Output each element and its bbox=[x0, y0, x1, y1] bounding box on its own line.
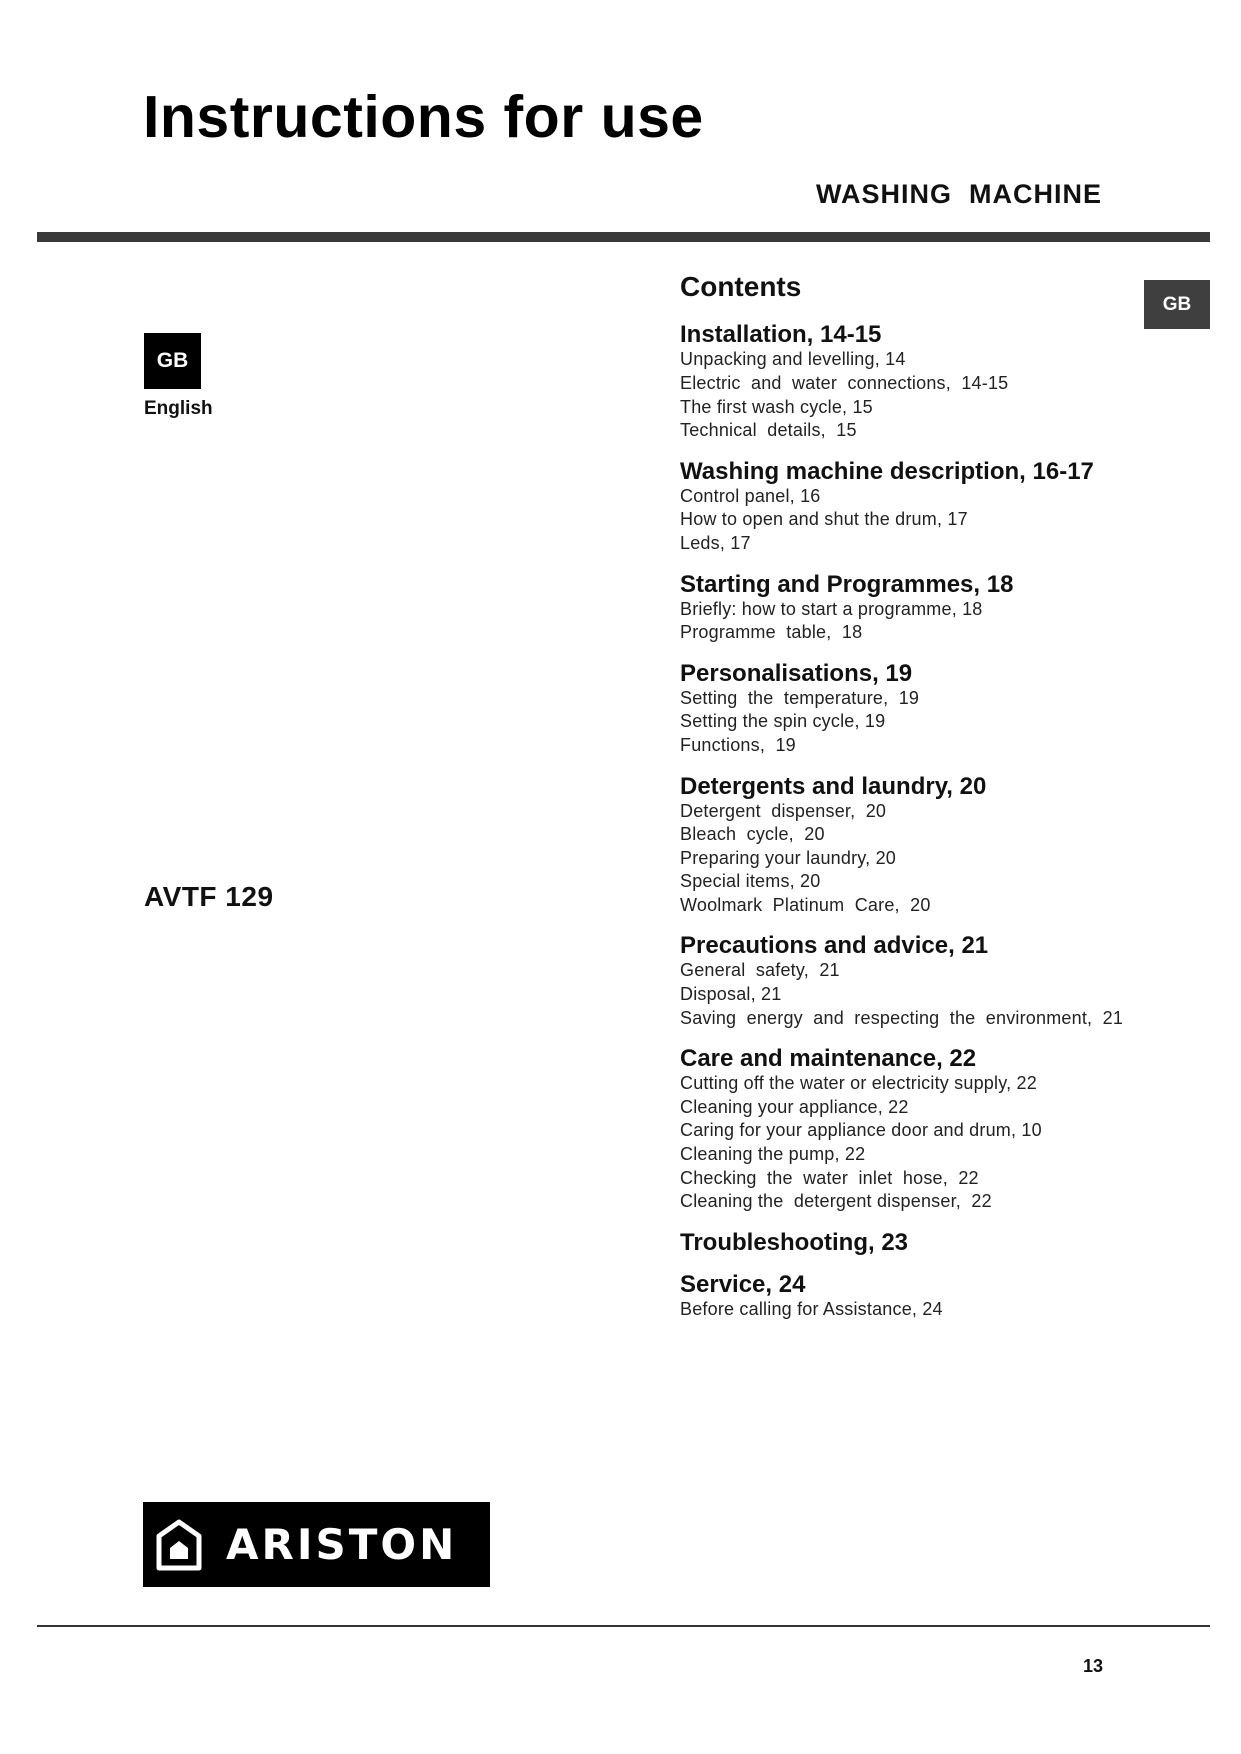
toc-section-title[interactable]: Starting and Programmes, 18 bbox=[680, 570, 1014, 598]
toc-section-title[interactable]: Washing machine description, 16-17 bbox=[680, 457, 1094, 485]
ariston-logo bbox=[143, 1502, 490, 1587]
toc-item[interactable]: Preparing your laundry, 20 bbox=[680, 847, 896, 868]
toc-item[interactable]: Technical details, 15 bbox=[680, 420, 857, 441]
toc-item[interactable]: Before calling for Assistance, 24 bbox=[680, 1298, 943, 1319]
toc-item[interactable]: The first wash cycle, 15 bbox=[680, 396, 873, 417]
toc-item[interactable]: Checking the water inlet hose, 22 bbox=[680, 1167, 979, 1188]
toc-section-title[interactable]: Personalisations, 19 bbox=[680, 659, 913, 687]
page-title: Instructions for use bbox=[143, 84, 704, 150]
toc-item[interactable]: Functions, 19 bbox=[680, 734, 796, 755]
toc-item[interactable]: Briefly: how to start a programme, 18 bbox=[680, 598, 983, 619]
toc-item[interactable]: Cleaning the detergent dispenser, 22 bbox=[680, 1191, 992, 1212]
page-number: 13 bbox=[1083, 1656, 1104, 1676]
toc-section-title[interactable]: Service, 24 bbox=[680, 1270, 806, 1298]
brand-name: ARISTON bbox=[226, 1520, 458, 1569]
toc-item[interactable]: Cutting off the water or electricity supply, 22 bbox=[680, 1073, 1037, 1094]
toc-section bbox=[680, 321, 1200, 442]
toc-item[interactable]: Detergent dispenser, 20 bbox=[680, 800, 887, 821]
toc-item[interactable]: Saving energy and respecting the environment, 21 bbox=[680, 1007, 1124, 1028]
model-number: AVTF 129 bbox=[144, 881, 274, 912]
toc-section-title[interactable]: Detergents and laundry, 20 bbox=[680, 772, 987, 800]
toc-item[interactable]: Woolmark Platinum Care, 20 bbox=[680, 894, 931, 915]
toc-item[interactable]: Cleaning your appliance, 22 bbox=[680, 1096, 909, 1117]
toc-item[interactable]: Bleach cycle, 20 bbox=[680, 824, 825, 845]
toc-section bbox=[680, 660, 1200, 758]
toc-item[interactable]: Electric and water connections, 14-15 bbox=[680, 372, 1009, 393]
toc-section bbox=[680, 932, 1200, 1030]
toc-section-title[interactable]: Precautions and advice, 21 bbox=[680, 932, 989, 960]
toc-section-title[interactable]: Installation, 14-15 bbox=[680, 321, 882, 349]
toc-item[interactable]: Caring for your appliance door and drum, 10 bbox=[680, 1120, 1042, 1141]
language-tab: GB bbox=[1144, 280, 1210, 329]
product-type-subtitle: WASHING MACHINE bbox=[816, 179, 1102, 209]
toc-item[interactable]: Setting the temperature, 19 bbox=[680, 687, 920, 708]
toc-item[interactable]: How to open and shut the drum, 17 bbox=[680, 509, 968, 530]
toc-item[interactable]: Cleaning the pump, 22 bbox=[680, 1144, 866, 1165]
toc-list bbox=[680, 321, 1200, 1321]
toc-section-title[interactable]: Care and maintenance, 22 bbox=[680, 1045, 977, 1073]
toc-item[interactable]: Unpacking and levelling, 14 bbox=[680, 349, 906, 370]
contents-heading: Contents bbox=[680, 271, 802, 302]
language-badge: GB bbox=[144, 333, 201, 389]
toc-item[interactable]: Programme table, 18 bbox=[680, 622, 863, 643]
house-icon bbox=[156, 1519, 202, 1571]
toc-item[interactable]: Control panel, 16 bbox=[680, 485, 821, 506]
toc-section bbox=[680, 1271, 1200, 1322]
toc-section bbox=[680, 773, 1200, 918]
toc-item[interactable]: Disposal, 21 bbox=[680, 984, 782, 1005]
toc-section bbox=[680, 1229, 1200, 1256]
bottom-divider bbox=[37, 1625, 1210, 1627]
toc-section-title[interactable]: Troubleshooting, 23 bbox=[680, 1228, 909, 1256]
toc-section bbox=[680, 458, 1200, 556]
toc-section bbox=[680, 571, 1200, 645]
toc-section bbox=[680, 1045, 1200, 1214]
top-divider bbox=[37, 232, 1210, 242]
toc-item[interactable]: General safety, 21 bbox=[680, 960, 840, 981]
toc-item[interactable]: Setting the spin cycle, 19 bbox=[680, 711, 886, 732]
language-label: English bbox=[144, 398, 213, 419]
toc-item[interactable]: Special items, 20 bbox=[680, 871, 821, 892]
table-of-contents bbox=[680, 272, 1200, 1336]
toc-item[interactable]: Leds, 17 bbox=[680, 532, 751, 553]
